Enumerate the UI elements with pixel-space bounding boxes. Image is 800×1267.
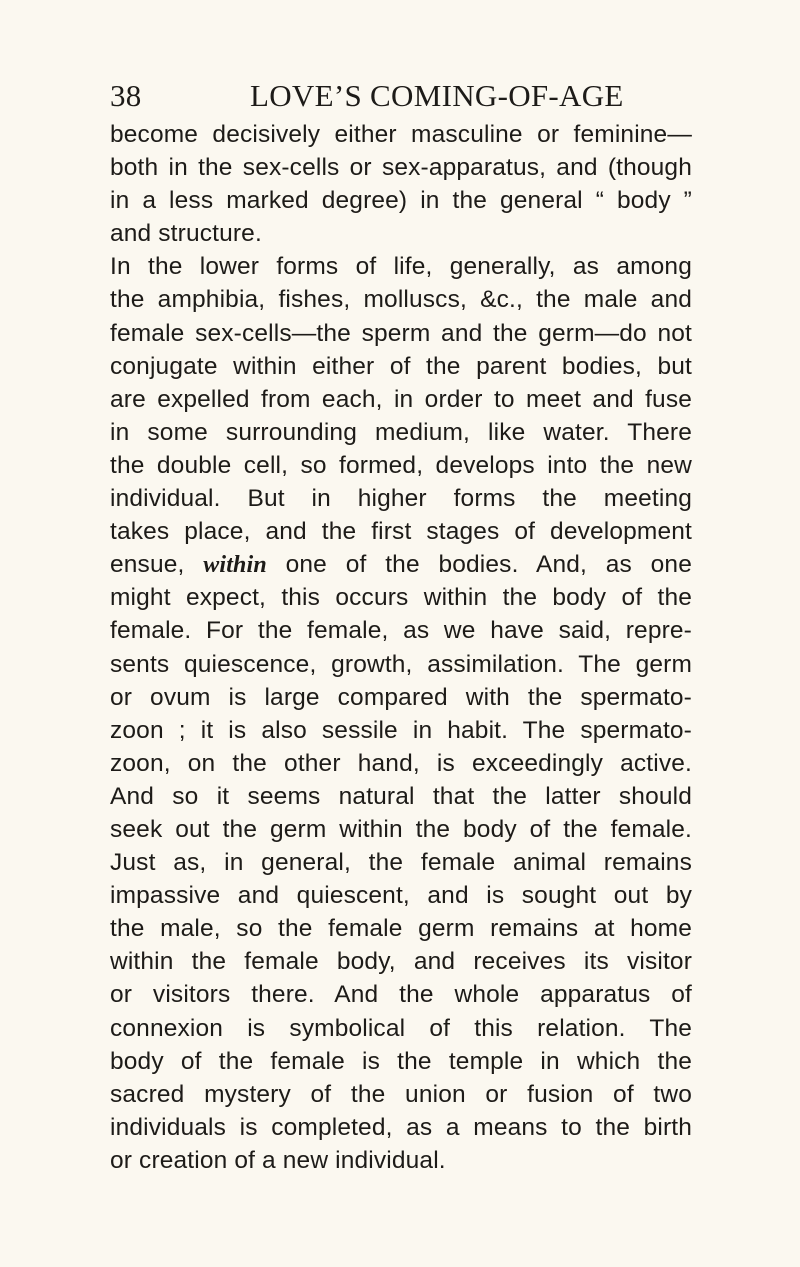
text-line: or visitors there. And the whole apparatus of <box>110 981 692 1009</box>
italic-word: within <box>203 552 267 579</box>
text-line: and structure. <box>110 220 262 248</box>
text-line: in a less marked degree) in the general “ body ” <box>110 187 692 215</box>
text-line: female. For the female, as we have said, repre- <box>110 617 692 645</box>
text-line: conjugate within either of the parent bodies, but <box>110 352 692 380</box>
text-line: within the female body, and receives its visitor <box>110 948 692 976</box>
text-line: sacred mystery of the union or fusion of two <box>110 1080 692 1108</box>
page-number: 38 <box>110 78 142 113</box>
text-line-with-italic <box>110 548 692 581</box>
text-line: And so it seems natural that the latter should <box>110 782 692 810</box>
text-segment: one of the bodies. And, as one <box>266 551 692 579</box>
text-line: or ovum is large compared with the spermato- <box>110 683 692 711</box>
text-line: both in the sex-cells or sex-apparatus, and (though <box>110 154 692 182</box>
text-segment: ensue, <box>110 551 204 579</box>
text-line: Just as, in general, the female animal remains <box>110 849 692 877</box>
body-text <box>110 118 692 1177</box>
page-header <box>110 78 690 114</box>
text-line: body of the female is the temple in which the <box>110 1047 692 1075</box>
text-line: become decisively either masculine or feminine— <box>110 121 692 148</box>
text-line: connexion is symbolical of this relation. The <box>110 1014 692 1042</box>
text-line: In the lower forms of life, generally, as among <box>110 253 692 281</box>
text-line: individual. But in higher forms the meeting <box>110 485 692 513</box>
running-title: LOVE’S COMING-OF-AGE <box>250 78 624 113</box>
text-line: seek out the germ within the body of the female. <box>110 815 692 843</box>
text-line: takes place, and the first stages of development <box>110 518 692 546</box>
text-line: impassive and quiescent, and is sought out by <box>110 882 692 910</box>
text-line: individuals is completed, as a means to the birth <box>110 1113 692 1141</box>
text-line: the amphibia, fishes, molluscs, &c., the male and <box>110 286 692 314</box>
text-line: in some surrounding medium, like water. There <box>110 418 692 446</box>
text-line: might expect, this occurs within the body of the <box>110 584 692 612</box>
text-line: the double cell, so formed, develops into the new <box>110 451 692 479</box>
text-line: zoon ; it is also sessile in habit. The spermato- <box>110 716 692 744</box>
text-line: the male, so the female germ remains at home <box>110 915 692 943</box>
text-line: zoon, on the other hand, is exceedingly active. <box>110 749 692 777</box>
text-line: or creation of a new individual. <box>110 1146 446 1174</box>
text-line: are expelled from each, in order to meet and fuse <box>110 385 692 413</box>
text-line: female sex-cells—the sperm and the germ—do not <box>110 319 692 347</box>
text-line: sents quiescence, growth, assimilation. The germ <box>110 650 692 678</box>
